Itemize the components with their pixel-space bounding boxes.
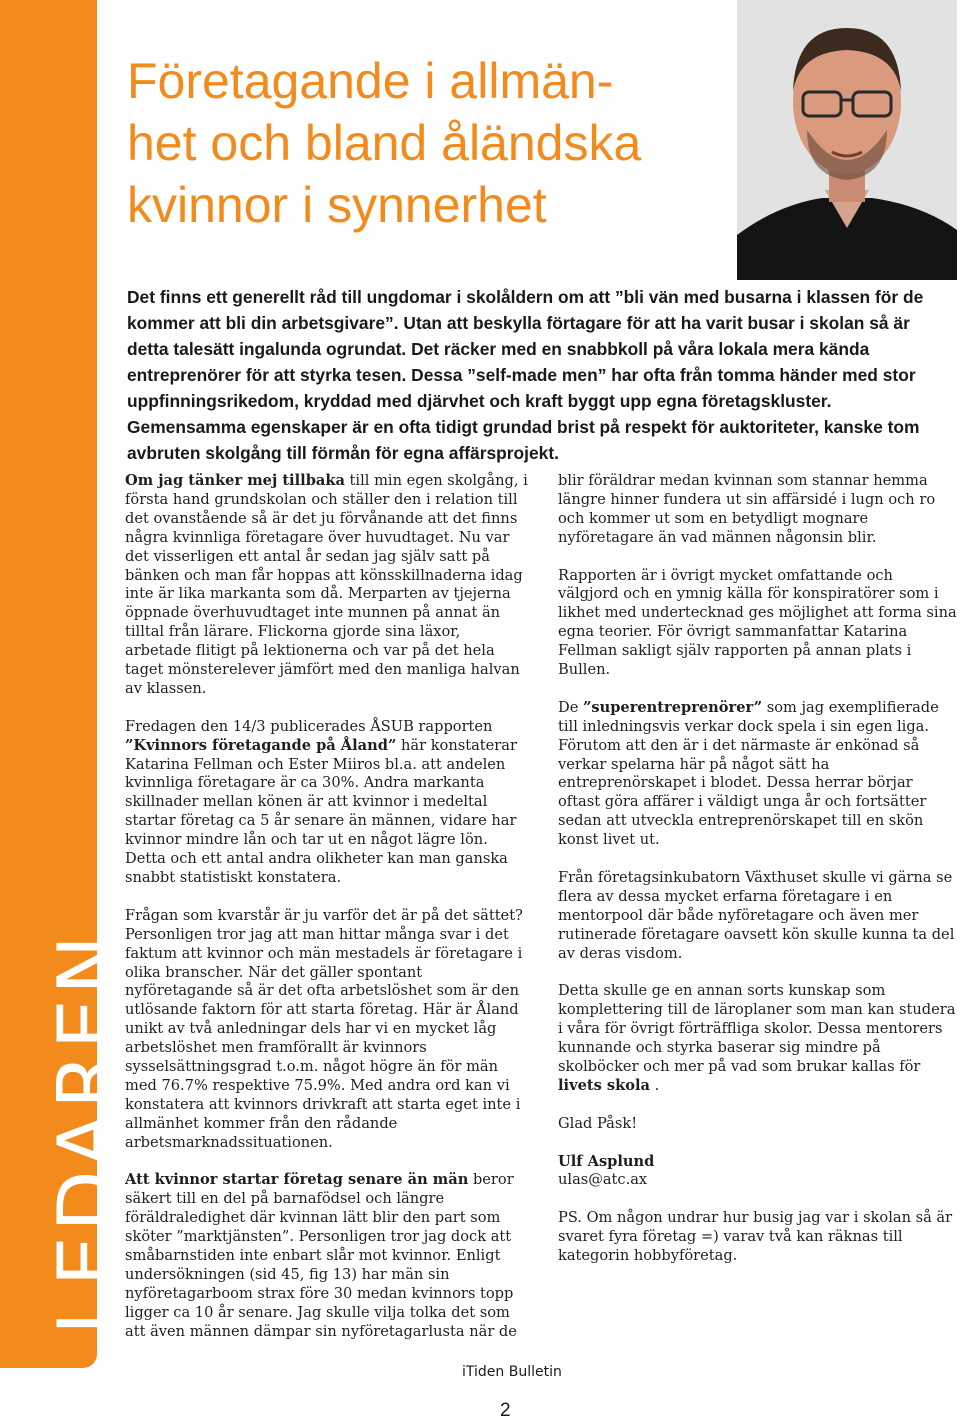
section-sidebar <box>0 0 134 1368</box>
author-photo <box>737 0 957 280</box>
emphasis-term: ”superentreprenörer” <box>582 698 763 716</box>
publication-name: iTiden Bulletin <box>462 1364 562 1380</box>
paragraph-text: beror säkert till en del på barnafödsel och längre föräldraledighet där kvinnan lätt blir den part som sköter ”marktjänsten”. Personligen tror jag dock att småbarnstiden inte enbart slår mot kvinnor. Enligt undersökningen (sid 45, fig 13) har män sin nyföretagarboom strax före 30 medan kvinnors topp ligger ca 10 år senare. Jag skulle vilja tolka det som att även männen dämpar sin nyföretagarlusta när de <box>125 1171 517 1340</box>
author-portrait-image <box>737 0 957 280</box>
right-column <box>558 472 958 1285</box>
paragraph-text: som jag exemplifierade till inledningsvis verkar dock spela i sin egen liga. Förutom att den är i det närmaste är enkönad så verkar spelarna här på något sätt ha entreprenörskapet i blodet. Dessa herrar börjar oftast göra affärer i väldigt unga år och fortsätter sedan att utveckla entreprenörskapet till en skön konst livet ut. <box>558 698 939 849</box>
paragraph-text: Detta skulle ge en annan sorts kunskap som komplettering till de läroplaner som man kan studera i våra för övrigt förträffliga skolor. Dessa mentorers kunnande och styrka baserar sig mindre på skolböcker och mer på vad som brukar kallas för <box>558 982 956 1076</box>
body-paragraph: Från företagsinkubatorn Växthuset skulle vi gärna se flera av dessa mycket erfarna företagare i en mentorpool där både nyföretagare och även mer rutinerade företagare oavsett kön skulle kunna ta del av deras visdom. <box>558 868 955 962</box>
emphasis-term: livets skola <box>558 1076 650 1094</box>
paragraph-text: här konstaterar Katarina Fellman och Ester Miiros bl.a. att andelen kvinnliga företagare är ca 30%. Andra markanta skillnader mellan könen är att kvinnor i medeltal startar företag ca 5 år senare än männen, vidare har kvinnor mindre lån och tar ut en något lägre lön. Detta och ett antal andra olikheter kan man ganska snabbt statistiskt konstatera. <box>125 736 517 887</box>
lead-paragraph: Det finns ett generellt råd till ungdomar i skolåldern om att ”bli vän med busarna i klassen för de kommer att bli din arbetsgivare”. Utan att beskylla förtagare för att ha varit busar i skolan så är detta talesätt ingalunda ogrundat. Det räcker med en snabbkoll på våra lokala mera kända entreprenörer för att styrka tesen. Dessa ”self-made men” har ofta från tomma händer med stor uppfinningsrikedom, kryddad med djärvhet och kraft byggt upp egna företagskluster. Gemensamma egenskaper är en ofta tidigt grundad brist på respekt för auktoriteter, kanske tom avbruten skolgång till förmån för egna affärsprojekt. <box>127 287 924 463</box>
postscript: PS. Om någon undrar hur busig jag var i skolan så är svaret fyra företag =) varav två kan räknas till kategorin hobbyföretag. <box>558 1209 953 1265</box>
paragraph-text: De <box>558 698 583 716</box>
body-paragraph: Frågan som kvarstår är ju varför det är på det sättet? Personligen tror jag att man hittar många svar i det faktum att kvinnor och män mestadels är företagare i olika branscher. När det gäller spontant nyföretagande så är det ofta arbetslöshet som är den utlösande faktorn för att starta företag. Här är Åland unikt av två anledningar dels har vi en mycket låg arbetslöshet men framförallt är kvinnors sysselsättningsgrad t.o.m. något högre än för män med 76.7% respektive 75.9%. Med andra ord kan vi konstatera att kvinnors drivkraft att starta eget inte i allmänhet kommer från den rådande arbetsmarknadssituationen. <box>125 906 523 1151</box>
left-column <box>125 472 530 1361</box>
paragraph-text: till min egen skolgång, i första hand grundskolan och ställer den i relation till det ovanstående så är det ju förvånande att det finns några kvinnliga företagare över huvudtaget. Nu var det visserligen ett antal år sedan jag själv satt på bänken och man får hoppas att könsskillnaderna idag inte är lika markanta som då. Merparten av tjejerna öppnade överhuvudtaget inte munnen på annat än tilltal från lärare. Flickorna gjorde sina läxor, arbetade flitigt på lektionerna och var på det hela taget mönsterelever jämfört med den manliga halvan av klassen. <box>125 472 528 697</box>
paragraph-text: . <box>649 1076 660 1094</box>
body-paragraph <box>125 1171 530 1341</box>
section-label: LEDAREN <box>41 930 134 1335</box>
body-paragraph <box>558 982 958 1095</box>
greeting: Glad Påsk! <box>558 1114 638 1132</box>
body-paragraph <box>125 472 530 699</box>
run-in-heading: Om jag tänker mej tillbaka <box>125 472 345 489</box>
author-name: Ulf Asplund <box>558 1152 655 1170</box>
body-paragraph <box>125 718 530 888</box>
signature <box>558 1153 958 1191</box>
paragraph-text: Fredagen den 14/3 publicerades ÅSUB rapporten <box>125 717 493 735</box>
article-headline: Företagande i allmän- het och bland åländska kvinnor i synnerhet <box>127 53 642 233</box>
report-title: ”Kvinnors företagande på Åland” <box>125 736 397 754</box>
body-paragraph: blir föräldrar medan kvinnan som stannar hemma längre hinner fundera ut sin affärsidé i lugn och ro och kommer ut som en betydligt mognare nyföretagare än vad männen någonsin blir. <box>558 472 936 546</box>
body-paragraph: Rapporten är i övrigt mycket omfattande och välgjord och en ymnig källa för konspiratörer som i likhet med undertecknad ges möjlighet att forma sina egna teorier. För övrigt sammanfattar Katarina Fellman sakligt själv rapporten på annan plats i Bullen. <box>558 566 957 679</box>
page-number: 2 <box>500 1400 511 1421</box>
author-email[interactable]: ulas@atc.ax <box>558 1171 648 1189</box>
run-in-heading: Att kvinnor startar företag senare än män <box>125 1171 469 1189</box>
body-paragraph <box>558 699 958 850</box>
